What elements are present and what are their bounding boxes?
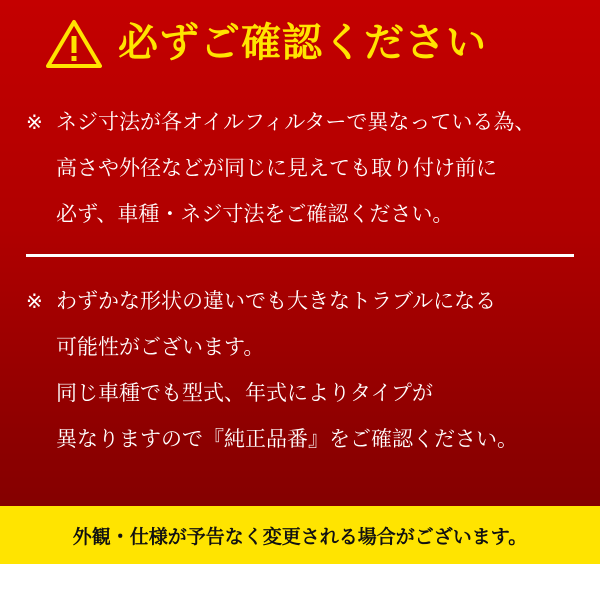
banner-header: [0, 0, 600, 86]
note-mark-icon: ※: [26, 112, 43, 134]
note-text: 必ず、車種・ネジ寸法をご確認ください。: [56, 203, 454, 226]
note-line: [26, 371, 574, 417]
note-line: [26, 279, 574, 325]
note-line: [26, 325, 574, 371]
note-text: 高さや外径などが同じに見えても取り付け前に: [56, 157, 497, 180]
footer-notice-bar: [0, 506, 600, 564]
note-text: ネジ寸法が各オイルフィルターで異なっている為、: [56, 111, 536, 134]
note-text: わずかな形状の違いでも大きなトラブルになる: [56, 290, 497, 313]
warning-triangle-icon: [46, 19, 102, 69]
note-mark-icon: ※: [26, 291, 43, 313]
note-text: 同じ車種でも型式、年式によりタイプが: [56, 382, 433, 405]
note-text: 可能性がございます。: [56, 336, 265, 359]
note-line: [26, 417, 574, 463]
footer-spacer: [0, 564, 600, 600]
note-line: [26, 146, 574, 192]
note-line: [26, 192, 574, 238]
page-title: 必ずご確認ください: [118, 21, 487, 65]
note-line: [26, 100, 574, 146]
banner-body: [0, 86, 600, 506]
note-text: 異なりますので『純正品番』をご確認ください。: [56, 428, 518, 451]
footer-notice-text: 外観・仕様が予告なく変更される場合がございます。: [72, 526, 528, 548]
note-block-1: [26, 86, 574, 248]
note-block-2: [26, 257, 574, 473]
